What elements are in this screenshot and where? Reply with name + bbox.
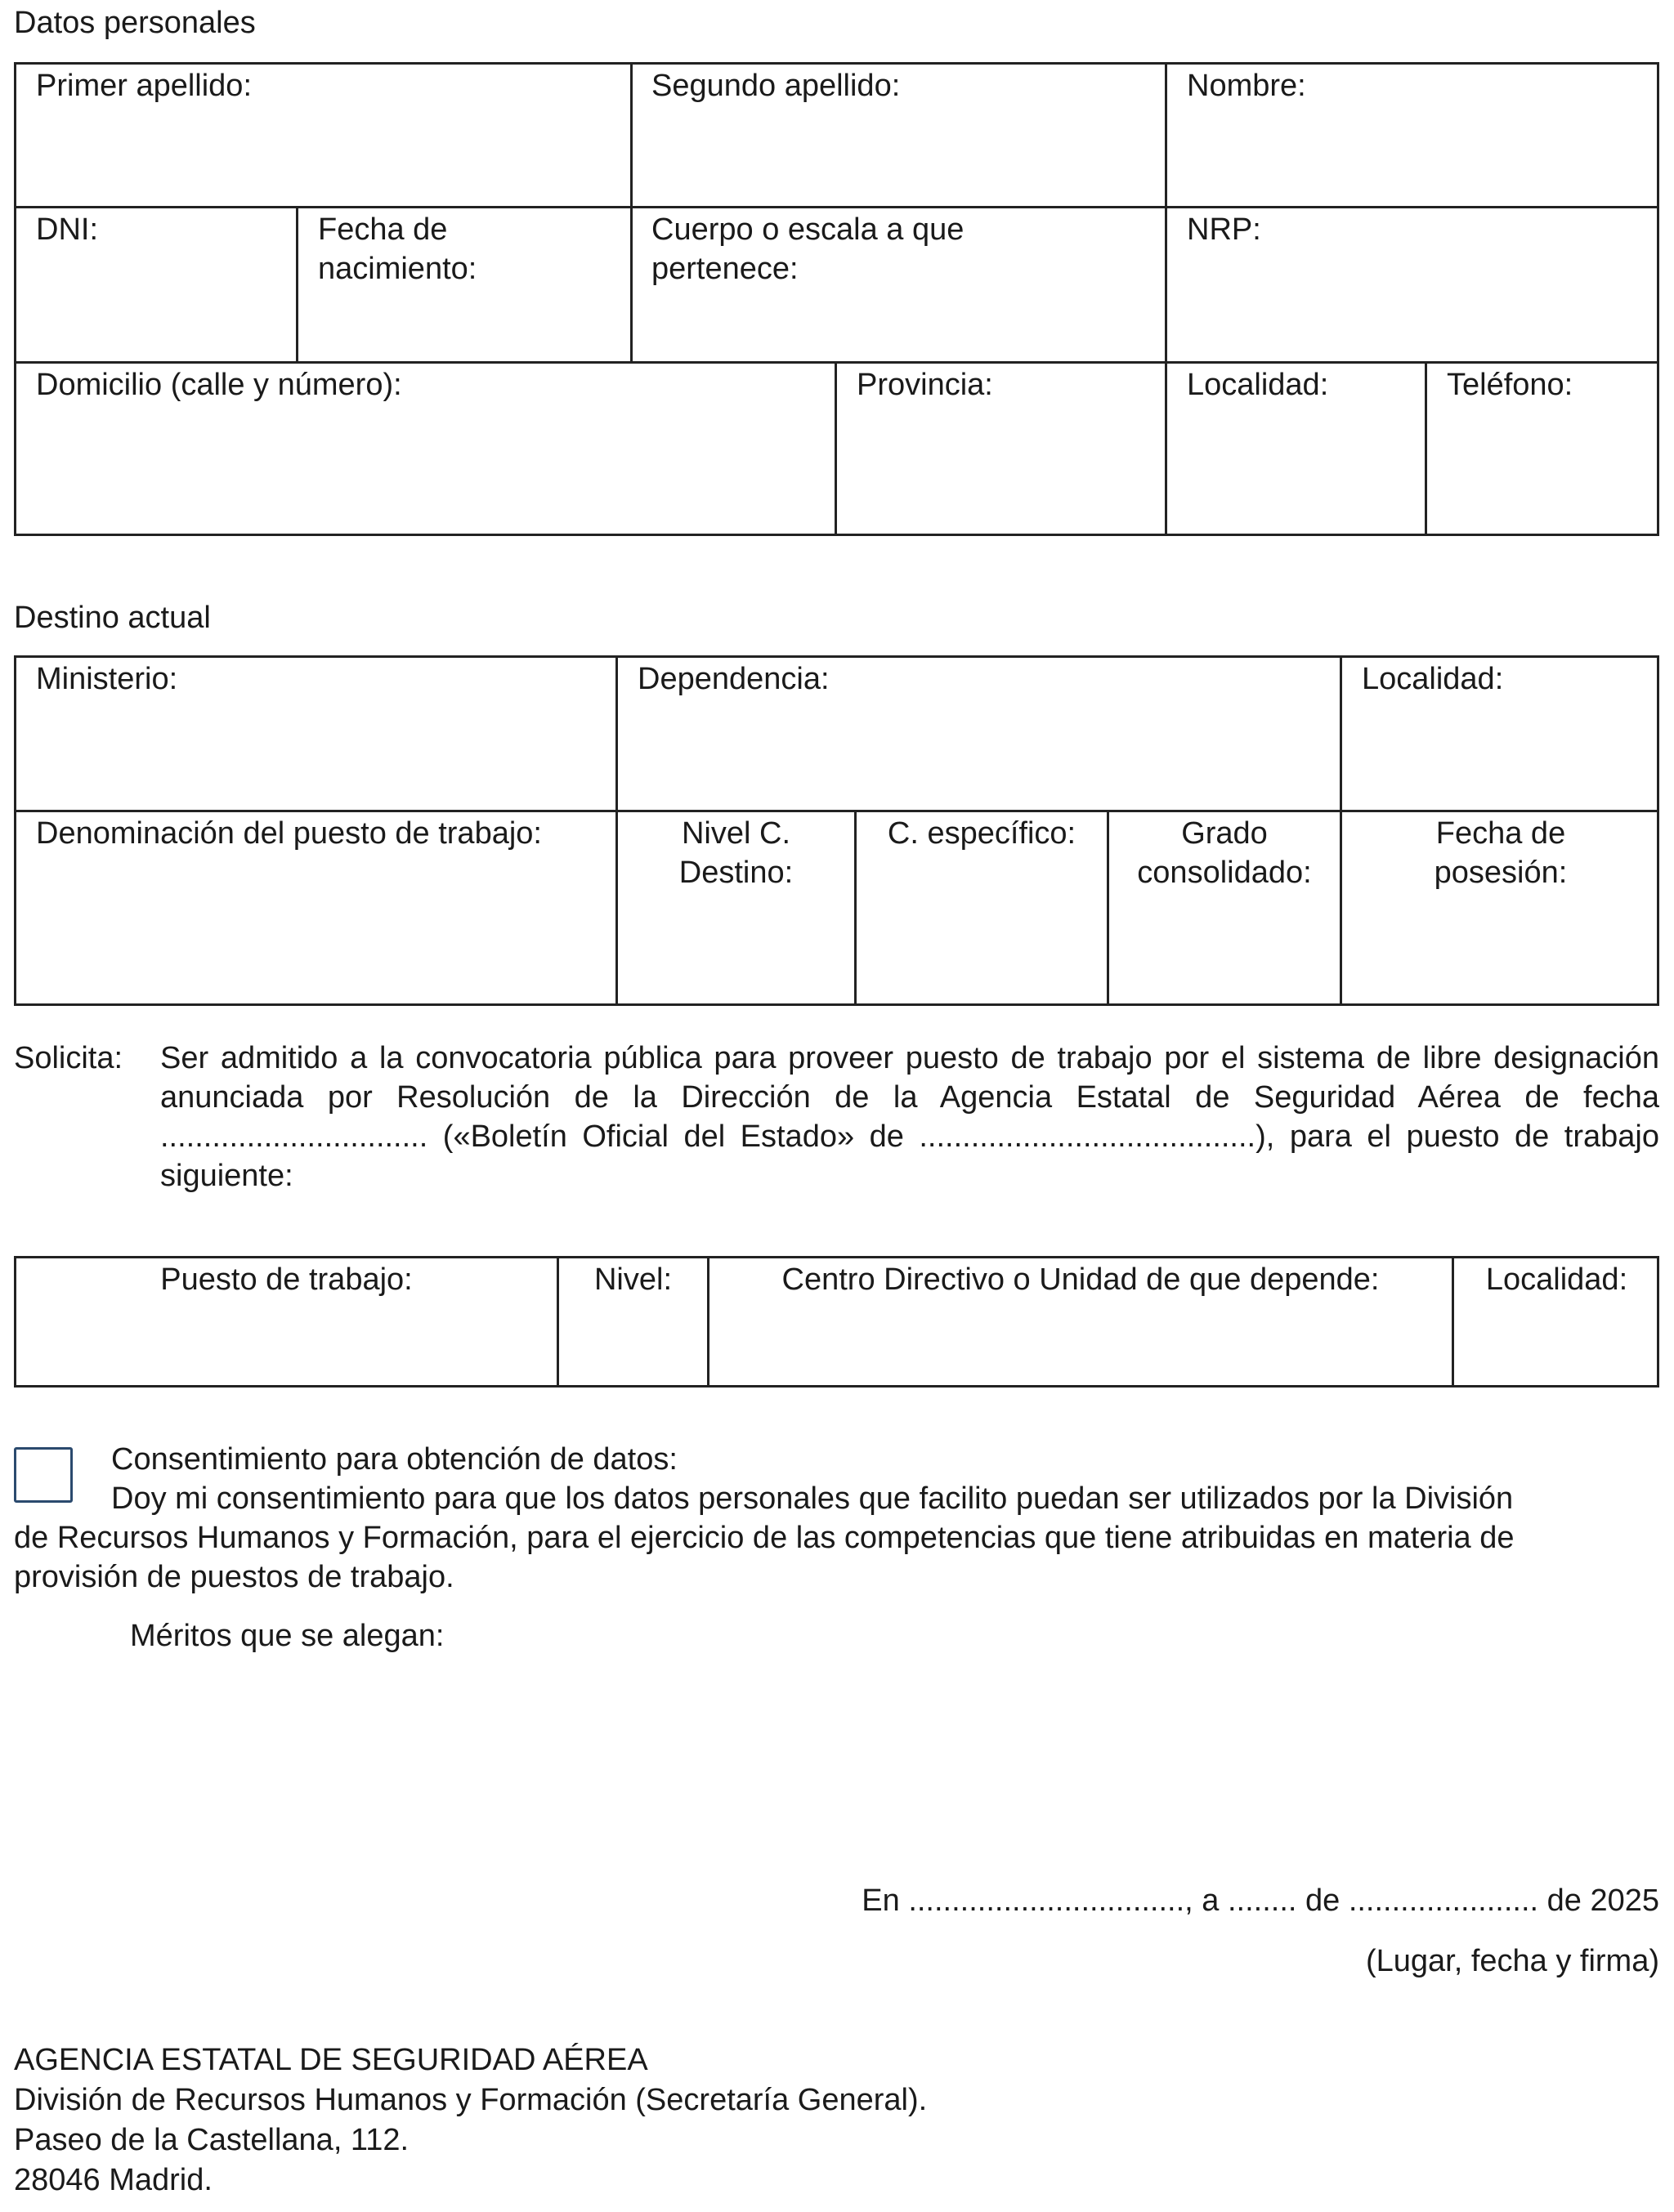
row-divider: [14, 810, 1659, 812]
field-puesto-trabajo[interactable]: Puesto de trabajo:: [160, 1262, 413, 1297]
meritos-label: Méritos que se alegan:: [130, 1619, 445, 1653]
col-divider: [1165, 62, 1167, 536]
field-nivel-destino-line2: Destino:: [678, 856, 794, 890]
field-localidad[interactable]: Localidad:: [1187, 368, 1329, 402]
solicita-label: Solicita:: [14, 1041, 123, 1075]
solicita-text: Ser admitido a la convocatoria pública para proveer puesto de trabajo por el sistema de libre designación anunciada por Resolución de la Dirección de la Agencia Estatal de Seguridad Aérea de fecha ............................... («Boletín Oficial del Estado» de .......................................), para el puesto de trabajo siguiente:: [160, 1041, 1659, 1193]
field-denominacion-puesto[interactable]: Denominación del puesto de trabajo:: [36, 816, 542, 851]
field-c-especifico[interactable]: C. específico:: [887, 816, 1076, 851]
field-localidad-destino[interactable]: Localidad:: [1362, 662, 1504, 696]
field-segundo-apellido[interactable]: Segundo apellido:: [651, 69, 901, 103]
field-ministerio[interactable]: Ministerio:: [36, 662, 178, 696]
recipient-address: Paseo de la Castellana, 112.: [14, 2123, 410, 2157]
consent-checkbox[interactable]: [14, 1447, 73, 1503]
consent-title: Consentimiento para obtención de datos:: [111, 1442, 678, 1477]
field-centro-directivo[interactable]: Centro Directivo o Unidad de que depende:: [781, 1262, 1380, 1297]
section-heading-datos-personales: Datos personales: [14, 6, 256, 40]
field-nivel[interactable]: Nivel:: [593, 1262, 673, 1297]
field-nrp[interactable]: NRP:: [1187, 212, 1261, 247]
field-dni[interactable]: DNI:: [36, 212, 98, 247]
field-primer-apellido[interactable]: Primer apellido:: [36, 69, 252, 103]
recipient-city: 28046 Madrid.: [14, 2163, 213, 2197]
field-fecha-nacimiento-line1[interactable]: Fecha de: [318, 212, 448, 247]
field-fecha-nacimiento-line2: nacimiento:: [318, 252, 477, 286]
field-cuerpo-escala-line1[interactable]: Cuerpo o escala a que: [651, 212, 965, 247]
field-provincia[interactable]: Provincia:: [857, 368, 993, 402]
field-cuerpo-escala-line2: pertenece:: [651, 252, 799, 286]
field-grado-line1[interactable]: Grado: [1181, 816, 1268, 851]
field-localidad-puesto[interactable]: Localidad:: [1485, 1262, 1628, 1297]
recipient-agency: AGENCIA ESTATAL DE SEGURIDAD AÉREA: [14, 2043, 648, 2077]
consent-text-line2: de Recursos Humanos y Formación, para el ejercicio de las competencias que tiene atribuidas en materia de: [14, 1521, 1515, 1555]
col-divider: [630, 62, 633, 364]
field-fecha-posesion-line1[interactable]: Fecha de: [1435, 816, 1566, 851]
field-fecha-posesion-line2: posesión:: [1434, 856, 1568, 890]
col-divider: [296, 206, 298, 364]
field-domicilio[interactable]: Domicilio (calle y número):: [36, 368, 402, 402]
col-divider: [1425, 361, 1427, 536]
row-divider: [14, 206, 1659, 208]
place-date-line: En ................................, a ........ de ...................... de 2025: [862, 1884, 1659, 1918]
field-grado-line2: consolidado:: [1137, 856, 1312, 890]
section-heading-destino-actual: Destino actual: [14, 601, 211, 635]
consent-text-line1: Doy mi consentimiento para que los datos personales que facilito puedan ser utilizados por la División: [111, 1481, 1514, 1516]
recipient-division: División de Recursos Humanos y Formación (Secretaría General).: [14, 2083, 928, 2117]
signature-note: (Lugar, fecha y firma): [1365, 1944, 1659, 1978]
field-telefono[interactable]: Teléfono:: [1447, 368, 1573, 402]
consent-text-line3: provisión de puestos de trabajo.: [14, 1560, 454, 1594]
field-dependencia[interactable]: Dependencia:: [638, 662, 830, 696]
field-nivel-destino-line1[interactable]: Nivel C.: [681, 816, 791, 851]
field-nombre[interactable]: Nombre:: [1187, 69, 1306, 103]
col-divider: [835, 361, 837, 536]
